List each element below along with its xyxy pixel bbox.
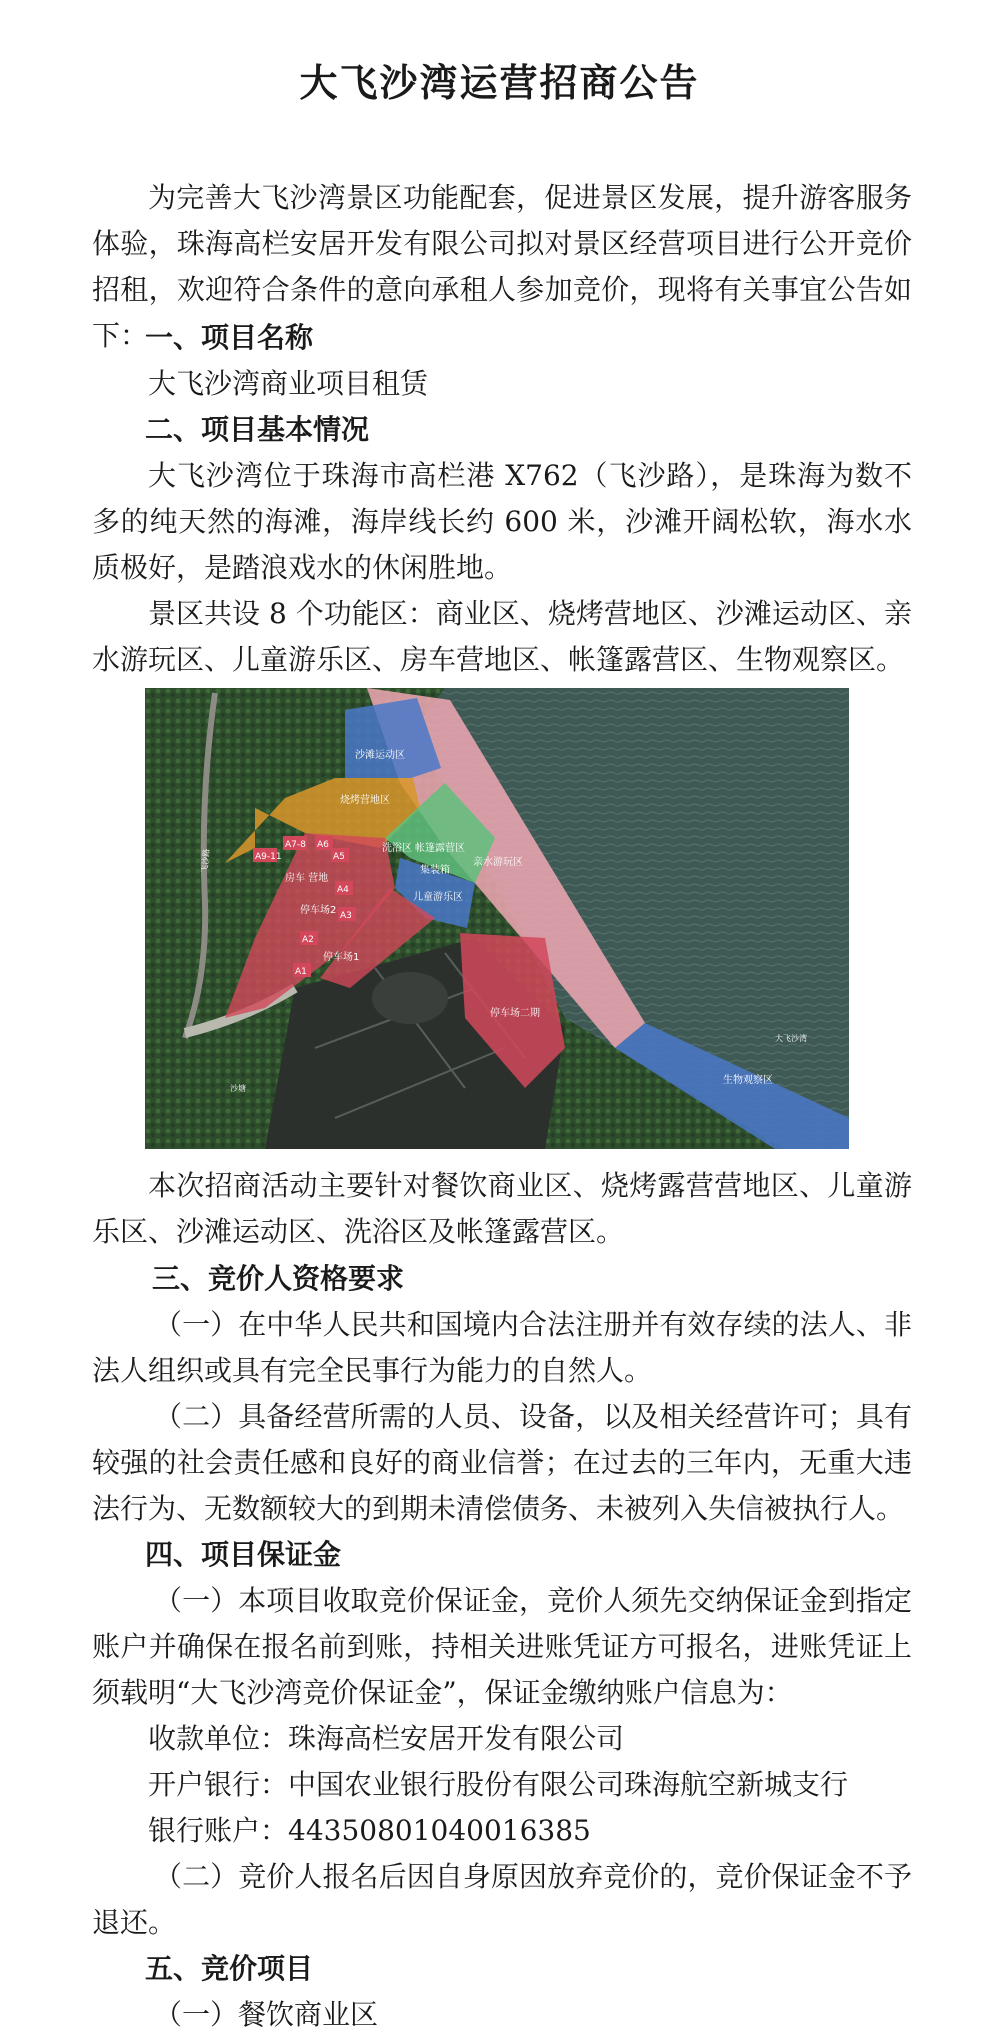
bank-line: 开户银行：中国农业银行股份有限公司珠海航空新城支行 — [148, 1768, 849, 1801]
label-a6: A6 — [317, 840, 329, 850]
section4-item1: （一）本项目收取竞价保证金，竞价人须先交纳保证金到指定账户并确保在报名前到账，持相关进账凭证方可报名，进账凭证上须载明“大飞沙湾竞价保证金”，保证金缴纳账户信息为： — [92, 1584, 912, 1709]
section3-item1: （一）在中华人民共和国境内合法注册并有效存续的法人、非法人组织或具有完全民事行为能力的自然人。 — [92, 1308, 912, 1387]
label-bio: 生物观察区 — [723, 1075, 773, 1086]
section1-body: 大飞沙湾商业项目租赁 — [148, 367, 429, 400]
section5-heading: 五、竞价项目 — [145, 1952, 314, 1985]
section4-heading: 四、项目保证金 — [145, 1538, 342, 1571]
label-parking-phase2: 停车场二期 — [490, 1008, 540, 1019]
label-pond: 沙塘 — [230, 1084, 246, 1093]
label-container: 集装箱 — [420, 865, 450, 876]
label-bath: 洗浴区 — [382, 843, 412, 854]
intro-paragraph: 为完善大飞沙湾景区功能配套，促进景区发展，提升游客服务体验，珠海高栏安居开发有限公司拟对景区经营项目进行公开竞价招租，欢迎符合条件的意向承租人参加竞价，现将有关事宜公告如下： — [92, 181, 912, 352]
label-road: 飞沙路 — [200, 848, 212, 874]
payee-line: 收款单位：珠海高栏安居开发有限公司 — [148, 1722, 625, 1755]
label-a4: A4 — [337, 885, 349, 895]
label-water-play: 亲水游玩区 — [473, 857, 523, 868]
label-a2: A2 — [302, 935, 314, 945]
section3-heading: 三、竞价人资格要求 — [152, 1262, 405, 1295]
section2-scope-paragraph: 本次招商活动主要针对餐饮商业区、烧烤露营营地区、儿童游乐区、沙滩运动区、洗浴区及帐篷露营区。 — [92, 1169, 912, 1248]
label-a7-8: A7-8 — [285, 840, 306, 850]
label-bay: 大飞沙湾 — [775, 1034, 807, 1043]
section2-heading: 二、项目基本情况 — [145, 413, 370, 446]
document-title: 大飞沙湾运营招商公告 — [299, 61, 700, 105]
label-beach-sports: 沙滩运动区 — [355, 750, 405, 761]
label-rv-camp: 房车 营地 — [285, 873, 329, 884]
section4-item2: （二）竞价人报名后因自身原因放弃竞价的，竞价保证金不予退还。 — [92, 1860, 912, 1939]
label-a5: A5 — [333, 852, 345, 862]
section5-sub: （一）餐饮商业区 — [154, 1998, 379, 2031]
pond-aerator — [372, 972, 448, 1024]
section2-location-paragraph: 大飞沙湾位于珠海市高栏港 X762（飞沙路），是珠海为数不多的纯天然的海滩，海岸线长约 600 米，沙滩开阔松软，海水水质极好，是踏浪戏水的休闲胜地。 — [92, 459, 912, 584]
label-tent: 帐篷露营区 — [415, 843, 465, 854]
site-map-image — [145, 688, 849, 1149]
label-a1: A1 — [295, 967, 307, 977]
section1-heading: 一、项目名称 — [145, 321, 314, 354]
label-kids: 儿童游乐区 — [413, 892, 463, 903]
account-line: 银行账户：44350801040016385 — [148, 1814, 591, 1847]
label-parking-2: 停车场2 — [300, 905, 337, 916]
label-parking-1: 停车场1 — [323, 952, 360, 963]
label-a9-11: A9-11 — [255, 852, 282, 862]
label-bbq: 烧烤营地区 — [340, 795, 390, 806]
section2-zones-paragraph: 景区共设 8 个功能区：商业区、烧烤营地区、沙滩运动区、亲水游玩区、儿童游乐区、房车营地区、帐篷露营区、生物观察区。 — [92, 597, 912, 676]
label-a3: A3 — [340, 911, 352, 921]
section3-item2: （二）具备经营所需的人员、设备，以及相关经营许可；具有较强的社会责任感和良好的商业信誉；在过去的三年内，无重大违法行为、无数额较大的到期未清偿债务、未被列入失信被执行人。 — [92, 1400, 912, 1525]
